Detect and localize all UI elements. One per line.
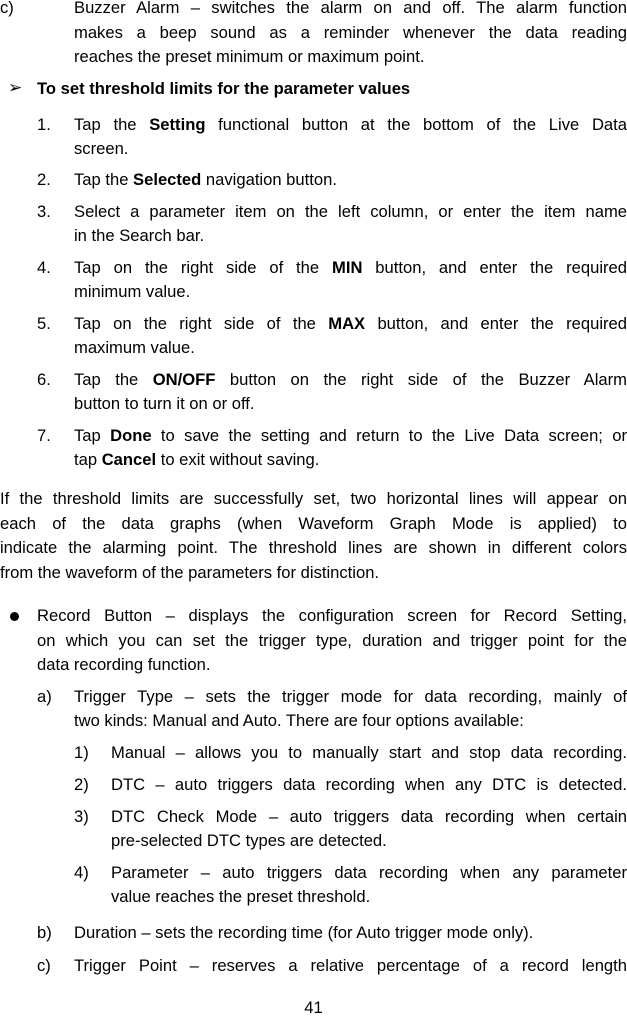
step-text-line: maximum value. [74,338,195,357]
buzzer-text-line: makes a beep sound as a reminder whenever the data reading [74,23,627,42]
option-text-line: pre-selected DTC types are detected. [111,831,387,850]
item-marker: a) [37,687,52,706]
step-text-line: Select a parameter item on the left column, or enter the item name [74,202,627,221]
option-text-line: Parameter – auto triggers data recording when any parameter [111,863,627,882]
duration-line: Duration – sets the recording time (for Auto trigger mode only). [74,923,534,942]
step-text-line: tap Cancel to exit without saving. [74,450,320,469]
record-text-line: data recording function. [37,655,211,674]
trigger-type-line: two kinds: Manual and Auto. There are four options available: [74,711,524,730]
section-heading: To set threshold limits for the parameter values [37,79,411,98]
paragraph-line: If the threshold limits are successfully set, two horizontal lines will appear on [0,489,627,508]
step-number: 2. [37,170,51,189]
buzzer-text-line: Buzzer Alarm – switches the alarm on and off. The alarm function [74,0,627,17]
item-marker: c) [0,0,14,17]
step-number: 5. [37,314,51,333]
trigger-point-line: Trigger Point – reserves a relative percentage of a record length [74,956,627,975]
option-number: 4) [74,863,89,882]
step-text-line: in the Search bar. [74,226,205,245]
bullet-dot-icon [10,612,19,621]
step-number: 7. [37,426,51,445]
step-number: 6. [37,370,51,389]
step-number: 1. [37,115,51,134]
paragraph-line: indicate the alarming point. The threshold lines are shown in different colors [0,538,627,557]
item-marker: b) [37,923,52,942]
option-text-line: value reaches the preset threshold. [111,887,371,906]
page-number: 41 [304,998,323,1017]
step-text-line: Tap on the right side of the MIN button, and enter the required [74,258,627,277]
step-text-line: Tap the Setting functional button at the bottom of the Live Data [74,115,627,134]
step-text-line: screen. [74,139,129,158]
option-text-line: DTC Check Mode – auto triggers data recording when certain [111,807,627,826]
step-text-line: Tap the ON/OFF button on the right side of the Buzzer Alarm [74,370,627,389]
step-text-line: minimum value. [74,282,191,301]
step-number: 3. [37,202,51,221]
option-text-line: Manual – allows you to manually start and stop data recording. [111,743,627,762]
record-text-line: on which you can set the trigger type, duration and trigger point for the [37,631,627,650]
arrow-bullet-icon: ➢ [8,78,23,97]
record-text-line: Record Button – displays the configuration screen for Record Setting, [37,606,627,625]
option-text-line: DTC – auto triggers data recording when any DTC is detected. [111,775,627,794]
buzzer-text-line: reaches the preset minimum or maximum point. [74,47,425,66]
paragraph-line: from the waveform of the parameters for distinction. [0,563,380,582]
item-marker: c) [37,956,51,975]
paragraph-line: each of the data graphs (when Waveform Graph Mode is applied) to [0,514,627,533]
trigger-type-line: Trigger Type – sets the trigger mode for data recording, mainly of [74,687,627,706]
option-number: 1) [74,743,89,762]
option-number: 3) [74,807,89,826]
step-text-line: Tap the Selected navigation button. [74,170,337,189]
step-text-line: button to turn it on or off. [74,394,255,413]
step-text-line: Tap on the right side of the MAX button, and enter the required [74,314,627,333]
option-number: 2) [74,775,89,794]
step-number: 4. [37,258,51,277]
step-text-line: Tap Done to save the setting and return to the Live Data screen; or [74,426,627,445]
